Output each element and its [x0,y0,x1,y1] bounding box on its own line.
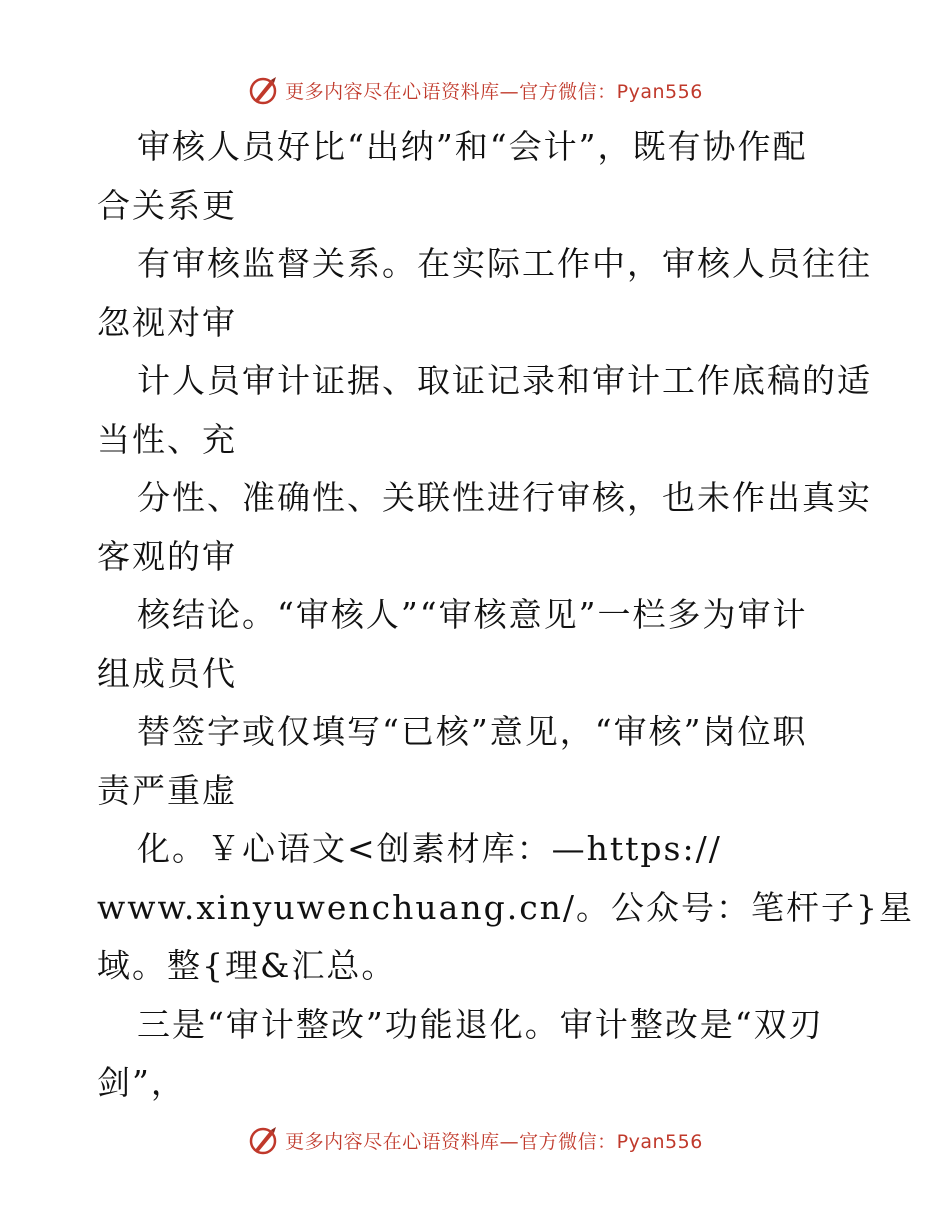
text-line: 域。整{理&汇总。 [97,946,397,985]
text-line: 审核人员好比“出纳”和“会计”，既有协作配 [137,127,808,166]
text-line: 核结论。“审核人”“审核意见”一栏多为审计 [137,595,808,634]
text-line: 责严重虚 [97,770,237,810]
text-line: 剑”， [97,1063,186,1102]
text-line: 分性、准确性、关联性进行审核，也未作出真实 [137,478,872,517]
text-line: www.xinyuwenchuang.cn/。公众号：笔杆子}星 [97,887,915,927]
red-quill-logo-icon [247,74,279,106]
text-line: 有审核监督关系。在实际工作中，审核人员往往 [137,244,872,283]
text-line: 忽视对审 [97,302,237,342]
text-line: 替签字或仅填写“已核”意见，“审核”岗位职 [137,712,808,751]
footer-banner [0,1120,950,1160]
red-quill-logo-icon [247,1124,279,1156]
text-line: 当性、充 [97,419,237,459]
header-banner [0,70,950,110]
text-line: 化。￥心语文<创素材库：—https:// [137,829,722,868]
text-line: 合关系更 [97,185,237,225]
text-line: 客观的审 [97,536,237,576]
header-text: 更多内容尽在心语资料库—官方微信：Pyan556 [285,80,703,103]
text-line: 组成员代 [97,653,237,693]
text-line: 计人员审计证据、取证记录和审计工作底稿的适 [137,361,872,400]
text-line: 三是“审计整改”功能退化。审计整改是“双刃 [137,1004,824,1044]
document-body [97,118,915,1113]
footer-text: 更多内容尽在心语资料库—官方微信：Pyan556 [285,1130,703,1153]
